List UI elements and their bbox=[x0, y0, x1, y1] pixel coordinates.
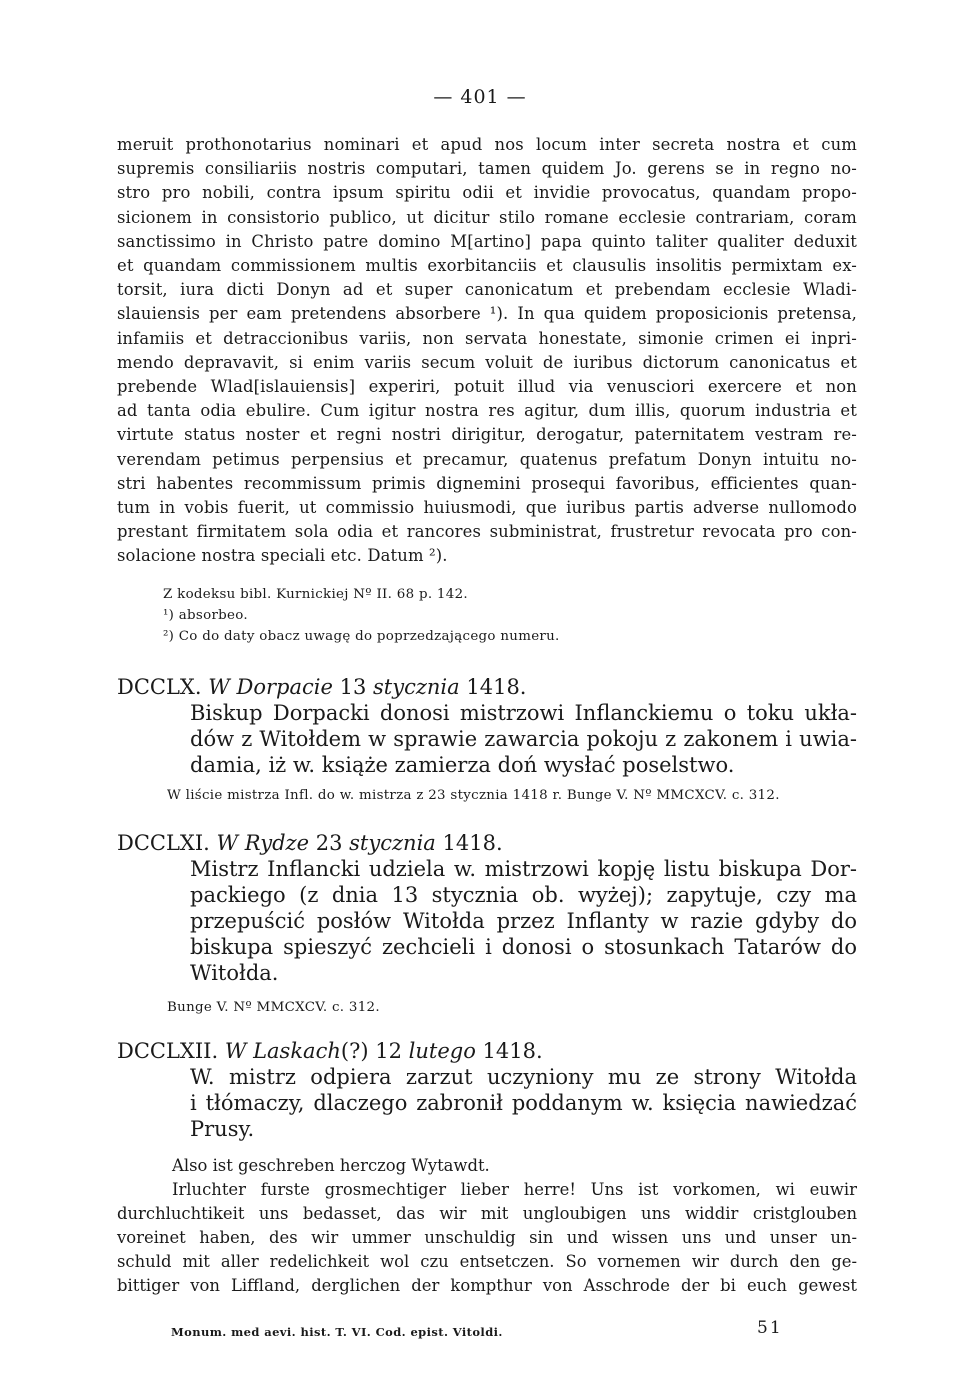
text-line: supremis consiliariis nostris computari, tamen quidem Jo. gerens se in regno no- bbox=[117, 159, 857, 179]
text-line: slauiensis per eam pretendens absorbere ¹). In qua quidem proposicionis pretensa, bbox=[117, 304, 857, 324]
document-month: stycznia bbox=[373, 675, 460, 699]
document-number: DCCLXI. bbox=[117, 831, 210, 855]
summary-line: W. mistrz odpiera zarzut uczyniony mu ze strony Witołda bbox=[190, 1065, 857, 1089]
document-place: W Laskach bbox=[224, 1039, 341, 1063]
text-line: sicionem in consistorio publico, ut dicitur stilo romane ecclesie contrariam, coram bbox=[117, 207, 857, 227]
text-line: stro pro nobili, contra ipsum spiritu odii et invidie provocatus, quandam propo- bbox=[117, 183, 857, 203]
text-line: stri habentes recommissum primis dignemini prosequi favoribus, efficientes quan- bbox=[117, 473, 857, 493]
document-source: W liście mistrza Infl. do w. mistrza z 23 stycznia 1418 r. Bunge V. Nº MMCXCV. c. 312. bbox=[167, 788, 780, 803]
main-text-block bbox=[117, 133, 857, 569]
summary-line: przepuścić posłów Witołda przez Inflanty w razie gdyby do bbox=[190, 909, 857, 933]
text-line: tum in vobis fuerit, ut commissio huiusmodi, que iuribus partis adverse nullomodo bbox=[117, 498, 857, 518]
document-dcclxi bbox=[117, 830, 857, 1018]
text-line: prebende Wlad[islauiensis] experiri, potuit illud via venusciori exercere et non bbox=[117, 377, 857, 397]
letter-text bbox=[117, 1154, 857, 1298]
footnotes bbox=[163, 584, 853, 647]
document-year: 1418. bbox=[442, 831, 503, 855]
summary-line: damia, iż w. książe zamierza doń wysłać poselstwo. bbox=[190, 753, 735, 777]
letter-line: bittiger von Liffland, derglichen der kompthur von Asschrode der bi euch gewest bbox=[117, 1276, 857, 1295]
document-place-note: (?) bbox=[340, 1039, 369, 1063]
text-line: et quandam commissionem multis exorbitanciis et clausulis insolitis permixtam ex- bbox=[117, 256, 857, 276]
document-heading bbox=[117, 830, 857, 856]
document-place: W Rydze bbox=[216, 831, 310, 855]
document-summary bbox=[117, 1064, 857, 1142]
page-number: — 401 — bbox=[433, 86, 527, 108]
letter-line: Also ist geschreben herczog Wytawdt. bbox=[172, 1156, 490, 1175]
text-line: sanctissimo in Christo patre domino M[artino] papa quinto taliter qualiter deduxit bbox=[117, 231, 857, 251]
document-place: W Dorpacie bbox=[208, 675, 333, 699]
document-day: 12 bbox=[375, 1039, 402, 1063]
text-line: infamiis et detraccionibus variis, non servata honestate, simonie crimen ei inpri- bbox=[117, 328, 857, 348]
document-year: 1418. bbox=[466, 675, 527, 699]
sheet-number: 51 bbox=[757, 1318, 783, 1338]
summary-line: i tłómaczy, dlaczego zabronił poddanym w. księcia nawiedzać bbox=[190, 1091, 857, 1115]
document-day: 13 bbox=[339, 675, 367, 699]
document-heading bbox=[117, 674, 857, 700]
main-paragraph bbox=[117, 133, 857, 569]
letter-line: Irluchter furste grosmechtiger lieber herre! Uns ist vorkomen, wi euwir bbox=[172, 1180, 857, 1199]
summary-line: Prusy. bbox=[190, 1117, 255, 1141]
text-line: solacione nostra speciali etc. Datum ²). bbox=[117, 546, 448, 566]
source-note: Z kodeksu bibl. Kurnickiej Nº II. 68 p. 142. bbox=[163, 587, 468, 602]
footer-signature: Monum. med aevi. hist. T. VI. Cod. epist. Vitoldi. bbox=[171, 1325, 503, 1339]
summary-line: dów z Witołdem w sprawie zawarcia pokoju z zakonem i uwia- bbox=[190, 727, 857, 751]
letter-line: voreinet haben, des wir ummer unschuldig sin und wissen uns und unser un- bbox=[117, 1228, 857, 1247]
footnote-2: ²) Co do daty obacz uwagę do poprzedzającego numeru. bbox=[163, 629, 560, 644]
text-line: meruit prothonotarius nominari et apud nos locum inter secreta nostra et cum bbox=[117, 135, 857, 154]
text-line: ad tanta odia ebulire. Cum igitur nostra res agitur, dum illis, quorum industria et bbox=[117, 401, 857, 421]
summary-line: Witołda. bbox=[190, 961, 279, 985]
document-summary bbox=[117, 700, 857, 778]
document-day: 23 bbox=[315, 831, 343, 855]
summary-line: Biskup Dorpacki donosi mistrzowi Inflanckiemu o toku ukła- bbox=[190, 701, 857, 725]
document-number: DCCLXII. bbox=[117, 1039, 219, 1063]
document-source: Bunge V. Nº MMCXCV. c. 312. bbox=[167, 1000, 380, 1015]
text-line: verendam petimus perpensius et precamur, quatenus prefatum Donyn intuitu no- bbox=[117, 449, 857, 469]
document-dcclx bbox=[117, 674, 857, 806]
document-number: DCCLX. bbox=[117, 675, 202, 699]
text-line: mendo depravavit, si enim variis secum voluit de iuribus dictorum canonicatus et bbox=[117, 352, 857, 372]
letter-line: schuld mit aller redelichkeit wol czu entsetczen. So vornemen wir durch den ge- bbox=[117, 1252, 857, 1271]
document-year: 1418. bbox=[482, 1039, 543, 1063]
text-line: prestant firmitatem sola odia et rancores subministrat, frustretur revocata pro con- bbox=[117, 522, 857, 542]
summary-line: biskupa spieszyć zechcieli i donosi o stosunkach Tatarów do bbox=[190, 935, 857, 959]
document-heading bbox=[117, 1038, 857, 1064]
text-line: torsit, iura dicti Donyn ad et super canonicatum et prebendam ecclesie Wladi- bbox=[117, 280, 857, 300]
letter-line: durchluchtikeit uns bedasset, das wir mit ungloubigen uns widdir cristglouben bbox=[117, 1204, 857, 1223]
document-month: lutego bbox=[408, 1039, 476, 1063]
document-dcclxii bbox=[117, 1038, 857, 1298]
summary-line: packiego (z dnia 13 stycznia ob. wyżej); zapytuje, czy ma bbox=[190, 883, 857, 907]
document-summary bbox=[117, 856, 857, 986]
text-line: virtute status noster et regni nostri dirigitur, derogatur, paternitatem vestram re- bbox=[117, 425, 857, 445]
document-month: stycznia bbox=[349, 831, 436, 855]
footnote-1: ¹) absorbeo. bbox=[163, 608, 248, 623]
summary-line: Mistrz Inflancki udziela w. mistrzowi kopję listu biskupa Dor- bbox=[190, 857, 857, 881]
